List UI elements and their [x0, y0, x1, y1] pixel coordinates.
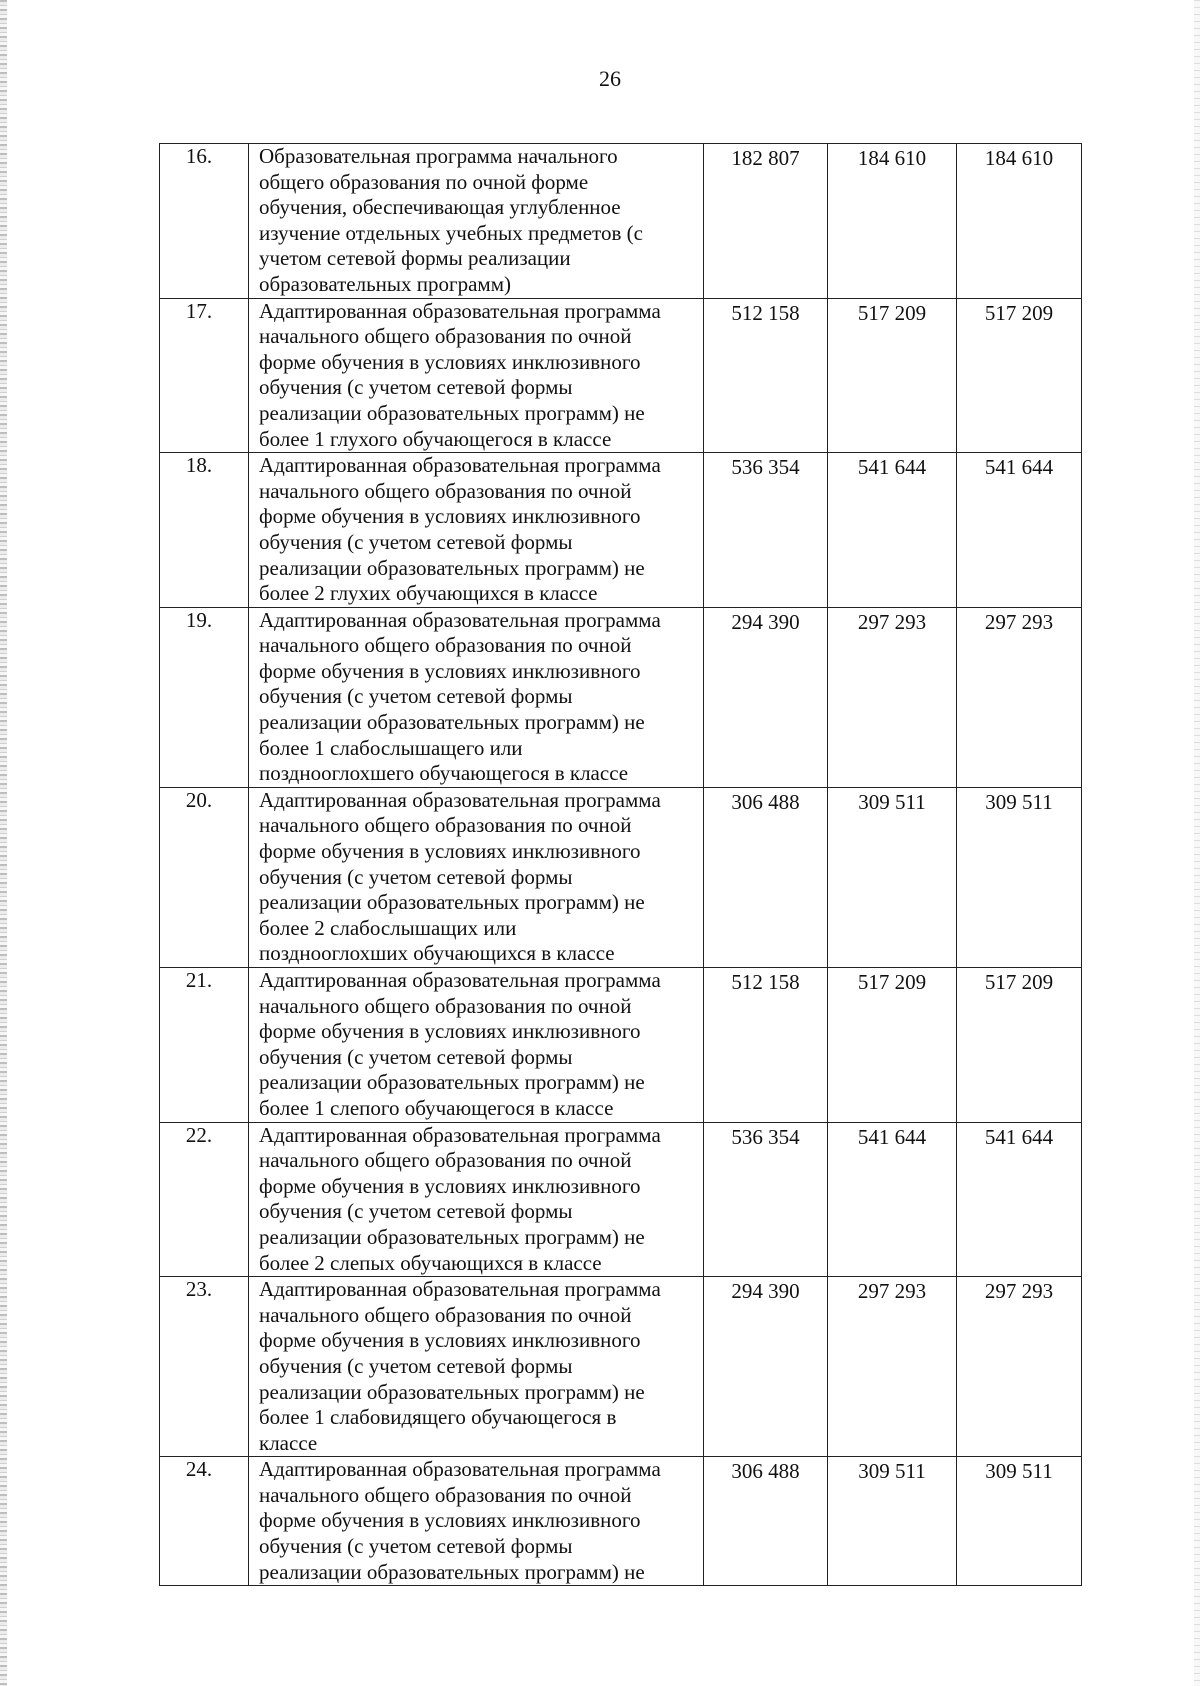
description-line: реализации образовательных программ) не [259, 1224, 645, 1249]
row-number: 16. [160, 144, 249, 299]
row-number: 24. [160, 1457, 249, 1586]
description-line: Адаптированная образовательная программа [259, 968, 661, 992]
page-number: 26 [599, 66, 621, 91]
value-year-2: 309 511 [828, 1457, 957, 1586]
description-line: Адаптированная образовательная программа [259, 1277, 661, 1302]
description-line: Адаптированная образовательная программа [259, 607, 661, 632]
value-year-2: 297 293 [828, 1277, 957, 1457]
description-line: изучение отдельных учебных предметов (с [259, 220, 643, 245]
description-line: начального общего образования по очной [259, 993, 632, 1018]
description-line: более 1 слабовидящего обучающегося в [259, 1405, 617, 1430]
description-line: более 1 слепого обучающегося в классе [259, 1095, 614, 1120]
value-year-3: 297 293 [957, 1277, 1082, 1457]
value-year-1: 536 354 [704, 1122, 828, 1277]
description-line: реализации образовательных программ) не [259, 1559, 645, 1584]
table-row [160, 1457, 1082, 1586]
program-description [249, 453, 704, 608]
description-line: форме обучения в условиях инклюзивного [259, 504, 641, 529]
program-description [249, 298, 704, 453]
description-line: реализации образовательных программ) не [259, 555, 645, 580]
description-line: начального общего образования по очной [259, 478, 632, 503]
description-line: более 1 слабослышащего или [259, 735, 523, 760]
program-description [249, 787, 704, 967]
description-line: реализации образовательных программ) не [259, 890, 645, 915]
description-line: форме обучения в условиях инклюзивного [259, 349, 641, 374]
row-number: 18. [160, 453, 249, 608]
description-line: позднооглохшего обучающегося в классе [259, 761, 629, 786]
table-row [160, 1122, 1082, 1277]
description-line: обучения (с учетом сетевой формы [259, 1353, 573, 1378]
description-line: образовательных программ) [259, 271, 511, 296]
description-line: форме обучения в условиях инклюзивного [259, 658, 641, 683]
row-number: 19. [160, 607, 249, 787]
value-year-1: 294 390 [704, 1277, 828, 1457]
value-year-1: 306 488 [704, 1457, 828, 1586]
value-year-3: 541 644 [957, 1122, 1082, 1277]
row-number: 23. [160, 1277, 249, 1457]
description-line: форме обучения в условиях инклюзивного [259, 1508, 641, 1533]
description-line: более 1 глухого обучающегося в классе [259, 426, 612, 451]
scan-edge-left [0, 0, 7, 1686]
description-line: обучения (с учетом сетевой формы [259, 864, 573, 889]
value-year-3: 297 293 [957, 607, 1082, 787]
description-line: Адаптированная образовательная программа [259, 787, 661, 812]
value-year-3: 541 644 [957, 453, 1082, 608]
program-description [249, 144, 704, 299]
description-line: форме обучения в условиях инклюзивного [259, 839, 641, 864]
description-line: обучения (с учетом сетевой формы [259, 375, 573, 400]
description-line: начального общего образования по очной [259, 633, 632, 658]
description-line: начального общего образования по очной [259, 813, 632, 838]
description-line: Адаптированная образовательная программа [259, 298, 661, 323]
value-year-1: 536 354 [704, 453, 828, 608]
description-line: форме обучения в условиях инклюзивного [259, 1173, 641, 1198]
value-year-1: 306 488 [704, 787, 828, 967]
value-year-2: 541 644 [828, 453, 957, 608]
row-number: 20. [160, 787, 249, 967]
value-year-2: 541 644 [828, 1122, 957, 1277]
value-year-3: 517 209 [957, 968, 1082, 1123]
program-description [249, 968, 704, 1123]
program-description [249, 1277, 704, 1457]
description-line: более 2 слабослышащих или [259, 915, 517, 940]
table-body [160, 144, 1082, 1586]
description-line: более 2 слепых обучающихся в классе [259, 1250, 602, 1275]
table-row [160, 1277, 1082, 1457]
program-description [249, 607, 704, 787]
description-line: обучения (с учетом сетевой формы [259, 1044, 573, 1069]
program-description [249, 1457, 704, 1586]
description-line: общего образования по очной форме [259, 169, 589, 194]
description-line: обучения (с учетом сетевой формы [259, 684, 573, 709]
description-line: форме обучения в условиях инклюзивного [259, 1328, 641, 1353]
description-line: реализации образовательных программ) не [259, 1070, 645, 1095]
description-line: Образовательная программа начального [259, 144, 618, 168]
value-year-2: 184 610 [828, 144, 957, 299]
table-row [160, 144, 1082, 299]
description-line: начального общего образования по очной [259, 1302, 632, 1327]
value-year-1: 512 158 [704, 968, 828, 1123]
description-line: классе [259, 1430, 318, 1455]
value-year-3: 184 610 [957, 144, 1082, 299]
description-line: обучения (с учетом сетевой формы [259, 1534, 573, 1559]
description-line: реализации образовательных программ) не [259, 710, 645, 735]
value-year-1: 182 807 [704, 144, 828, 299]
description-line: реализации образовательных программ) не [259, 1379, 645, 1404]
row-number: 17. [160, 298, 249, 453]
description-line: Адаптированная образовательная программа [259, 1122, 661, 1147]
program-description [249, 1122, 704, 1277]
value-year-2: 517 209 [828, 968, 957, 1123]
value-year-1: 294 390 [704, 607, 828, 787]
description-line: Адаптированная образовательная программа [259, 1457, 661, 1482]
row-number: 22. [160, 1122, 249, 1277]
row-number: 21. [160, 968, 249, 1123]
description-line: обучения (с учетом сетевой формы [259, 529, 573, 554]
description-line: начального общего образования по очной [259, 1148, 632, 1173]
table-row [160, 453, 1082, 608]
description-line: позднооглохших обучающихся в классе [259, 941, 615, 966]
description-line: Адаптированная образовательная программа [259, 453, 661, 478]
scan-edge-right [1194, 0, 1200, 1686]
description-line: учетом сетевой формы реализации [259, 246, 571, 271]
description-line: начального общего образования по очной [259, 1482, 632, 1507]
value-year-3: 517 209 [957, 298, 1082, 453]
description-line: более 2 глухих обучающихся в классе [259, 581, 598, 606]
value-year-2: 297 293 [828, 607, 957, 787]
value-year-3: 309 511 [957, 787, 1082, 967]
description-line: реализации образовательных программ) не [259, 400, 645, 425]
table-row [160, 298, 1082, 453]
table-row [160, 607, 1082, 787]
description-line: обучения, обеспечивающая углубленное [259, 195, 621, 220]
table-row [160, 787, 1082, 967]
description-line: начального общего образования по очной [259, 324, 632, 349]
table-row [160, 968, 1082, 1123]
description-line: обучения (с учетом сетевой формы [259, 1199, 573, 1224]
value-year-3: 309 511 [957, 1457, 1082, 1586]
description-line: форме обучения в условиях инклюзивного [259, 1019, 641, 1044]
value-year-2: 309 511 [828, 787, 957, 967]
tariff-table [159, 143, 1082, 1586]
value-year-2: 517 209 [828, 298, 957, 453]
value-year-1: 512 158 [704, 298, 828, 453]
